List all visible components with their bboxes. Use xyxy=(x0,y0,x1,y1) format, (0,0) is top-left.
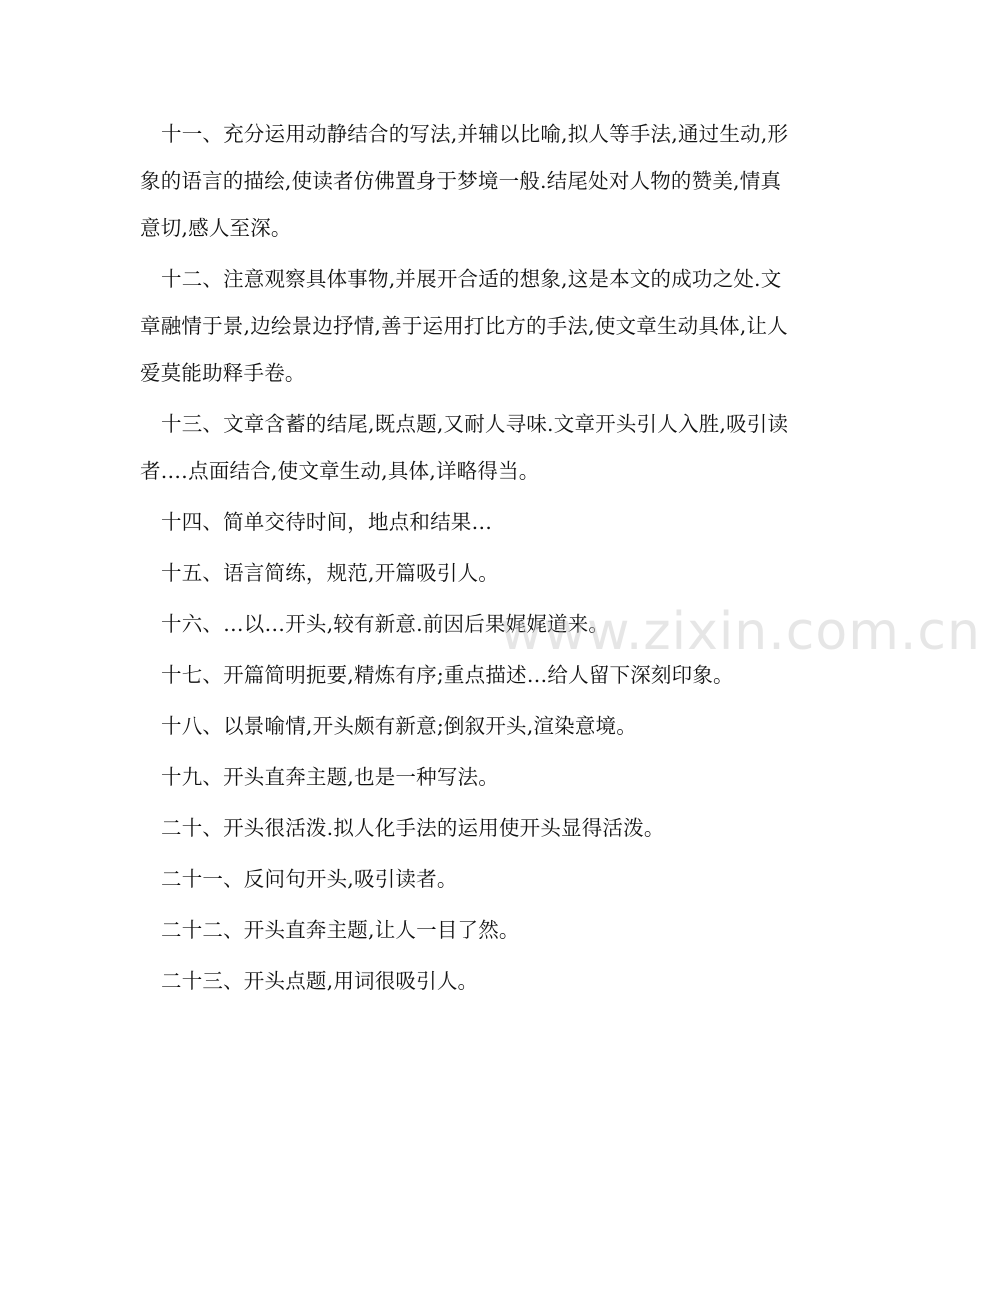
paragraph-19: 十九、开头直奔主题,也是一种写法。 xyxy=(161,765,499,789)
paragraph-20: 二十、开头很活泼.拟人化手法的运用使开头显得活泼。 xyxy=(161,816,665,840)
paragraph-17: 十七、开篇简明扼要,精炼有序;重点描述…给人留下深刻印象。 xyxy=(161,663,734,687)
paragraph-23: 二十三、开头点题,用词很吸引人。 xyxy=(161,969,479,993)
paragraph-14: 十四、简单交待时间，地点和结果… xyxy=(161,510,493,534)
paragraph-22: 二十二、开头直奔主题,让人一目了然。 xyxy=(161,918,520,942)
watermark: www.zixin.com.cn xyxy=(500,602,981,662)
paragraph-13: 十三、文章含蓄的结尾,既点题,又耐人寻味.文章开头引人入胜,吸引读者.…点面结合,使文章生动,具体,详略得当。 xyxy=(140,412,789,483)
paragraph-21: 二十一、反问句开头,吸引读者。 xyxy=(161,867,458,891)
paragraph-12: 十二、注意观察具体事物,并展开合适的想象,这是本文的成功之处.文章融情于景,边绘景边抒情,善于运用打比方的手法,使文章生动具体,让人爱莫能助释手卷。 xyxy=(140,267,788,385)
paragraph-16: 十六、…以…开头,较有新意.前因后果娓娓道来。 xyxy=(161,612,610,636)
document-body xyxy=(140,111,792,1009)
paragraph-15: 十五、语言简练，规范,开篇吸引人。 xyxy=(161,561,499,585)
paragraph-18: 十八、以景喻情,开头颇有新意;倒叙开头,渲染意境。 xyxy=(161,714,637,738)
paragraph-11: 十一、充分运用动静结合的写法,并辅以比喻,拟人等手法,通过生动,形象的语言的描绘,使读者仿佛置身于梦境一般.结尾处对人物的赞美,情真意切,感人至深。 xyxy=(140,122,789,240)
